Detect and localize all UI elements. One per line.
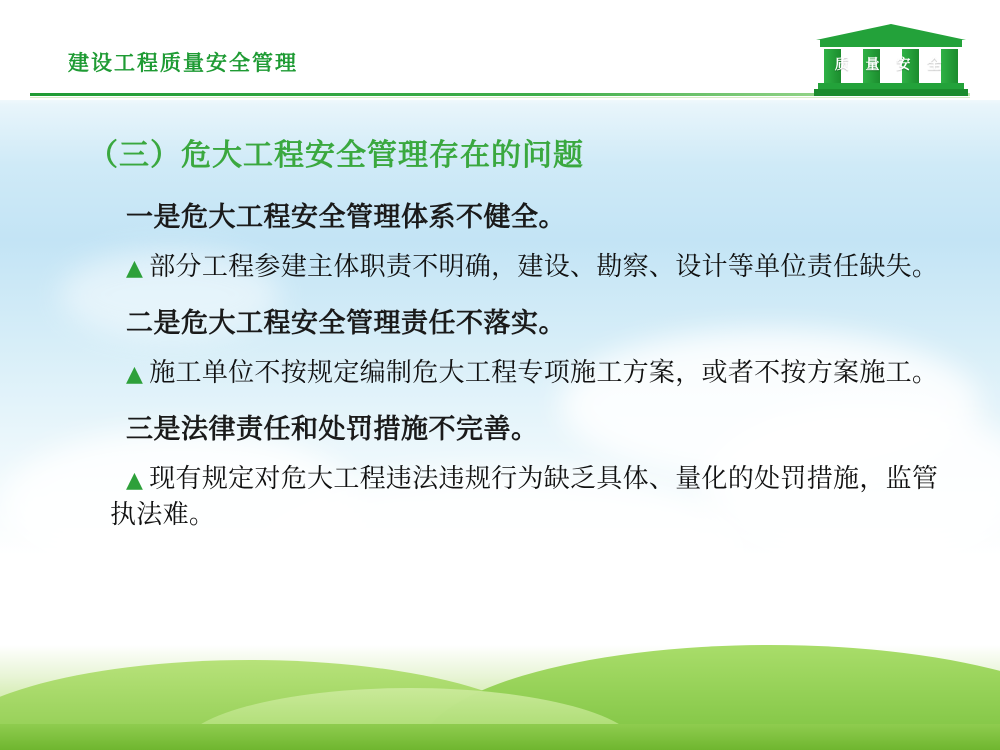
- point-lead-1: 一是危大工程安全管理体系不健全。: [126, 202, 566, 233]
- triangle-bullet-icon: ▲: [126, 468, 144, 494]
- point-detail-text-3: 现有规定对危大工程违法违规行为缺乏具体、量化的处罚措施，监管执法难。: [110, 464, 939, 531]
- logo-lintel: [820, 40, 962, 47]
- logo-text: 质 量 安 全: [834, 57, 948, 73]
- point-detail-1: [110, 250, 946, 286]
- grass-decoration: [0, 640, 1000, 750]
- triangle-bullet-icon: ▲: [126, 362, 144, 388]
- point-detail-2: [110, 356, 946, 392]
- header-divider-thin: [30, 97, 970, 98]
- grass-base: [0, 724, 1000, 750]
- logo-roof: [816, 24, 966, 40]
- logo-base-bottom: [814, 89, 968, 96]
- classical-building-logo-icon: [816, 24, 966, 96]
- point-detail-3: [110, 462, 946, 534]
- point-lead-3: 三是法律责任和处罚措施不完善。: [126, 414, 539, 446]
- point-lead-2: 二是危大工程安全管理责任不落实。: [126, 308, 566, 340]
- slide-header: [0, 0, 1000, 100]
- point-detail-text-1: 部分工程参建主体职责不明确，建设、勘察、设计等单位责任缺失。: [149, 252, 939, 283]
- slide-body: [0, 200, 1000, 534]
- point-detail-text-2: 施工单位不按规定编制危大工程专项施工方案，或者不按方案施工。: [149, 358, 939, 389]
- slide-title: （三）危大工程安全管理存在的问题: [88, 138, 584, 173]
- slide-content: [0, 108, 1000, 552]
- header-title: 建设工程质量安全管理: [68, 51, 298, 75]
- triangle-bullet-icon: ▲: [126, 256, 144, 282]
